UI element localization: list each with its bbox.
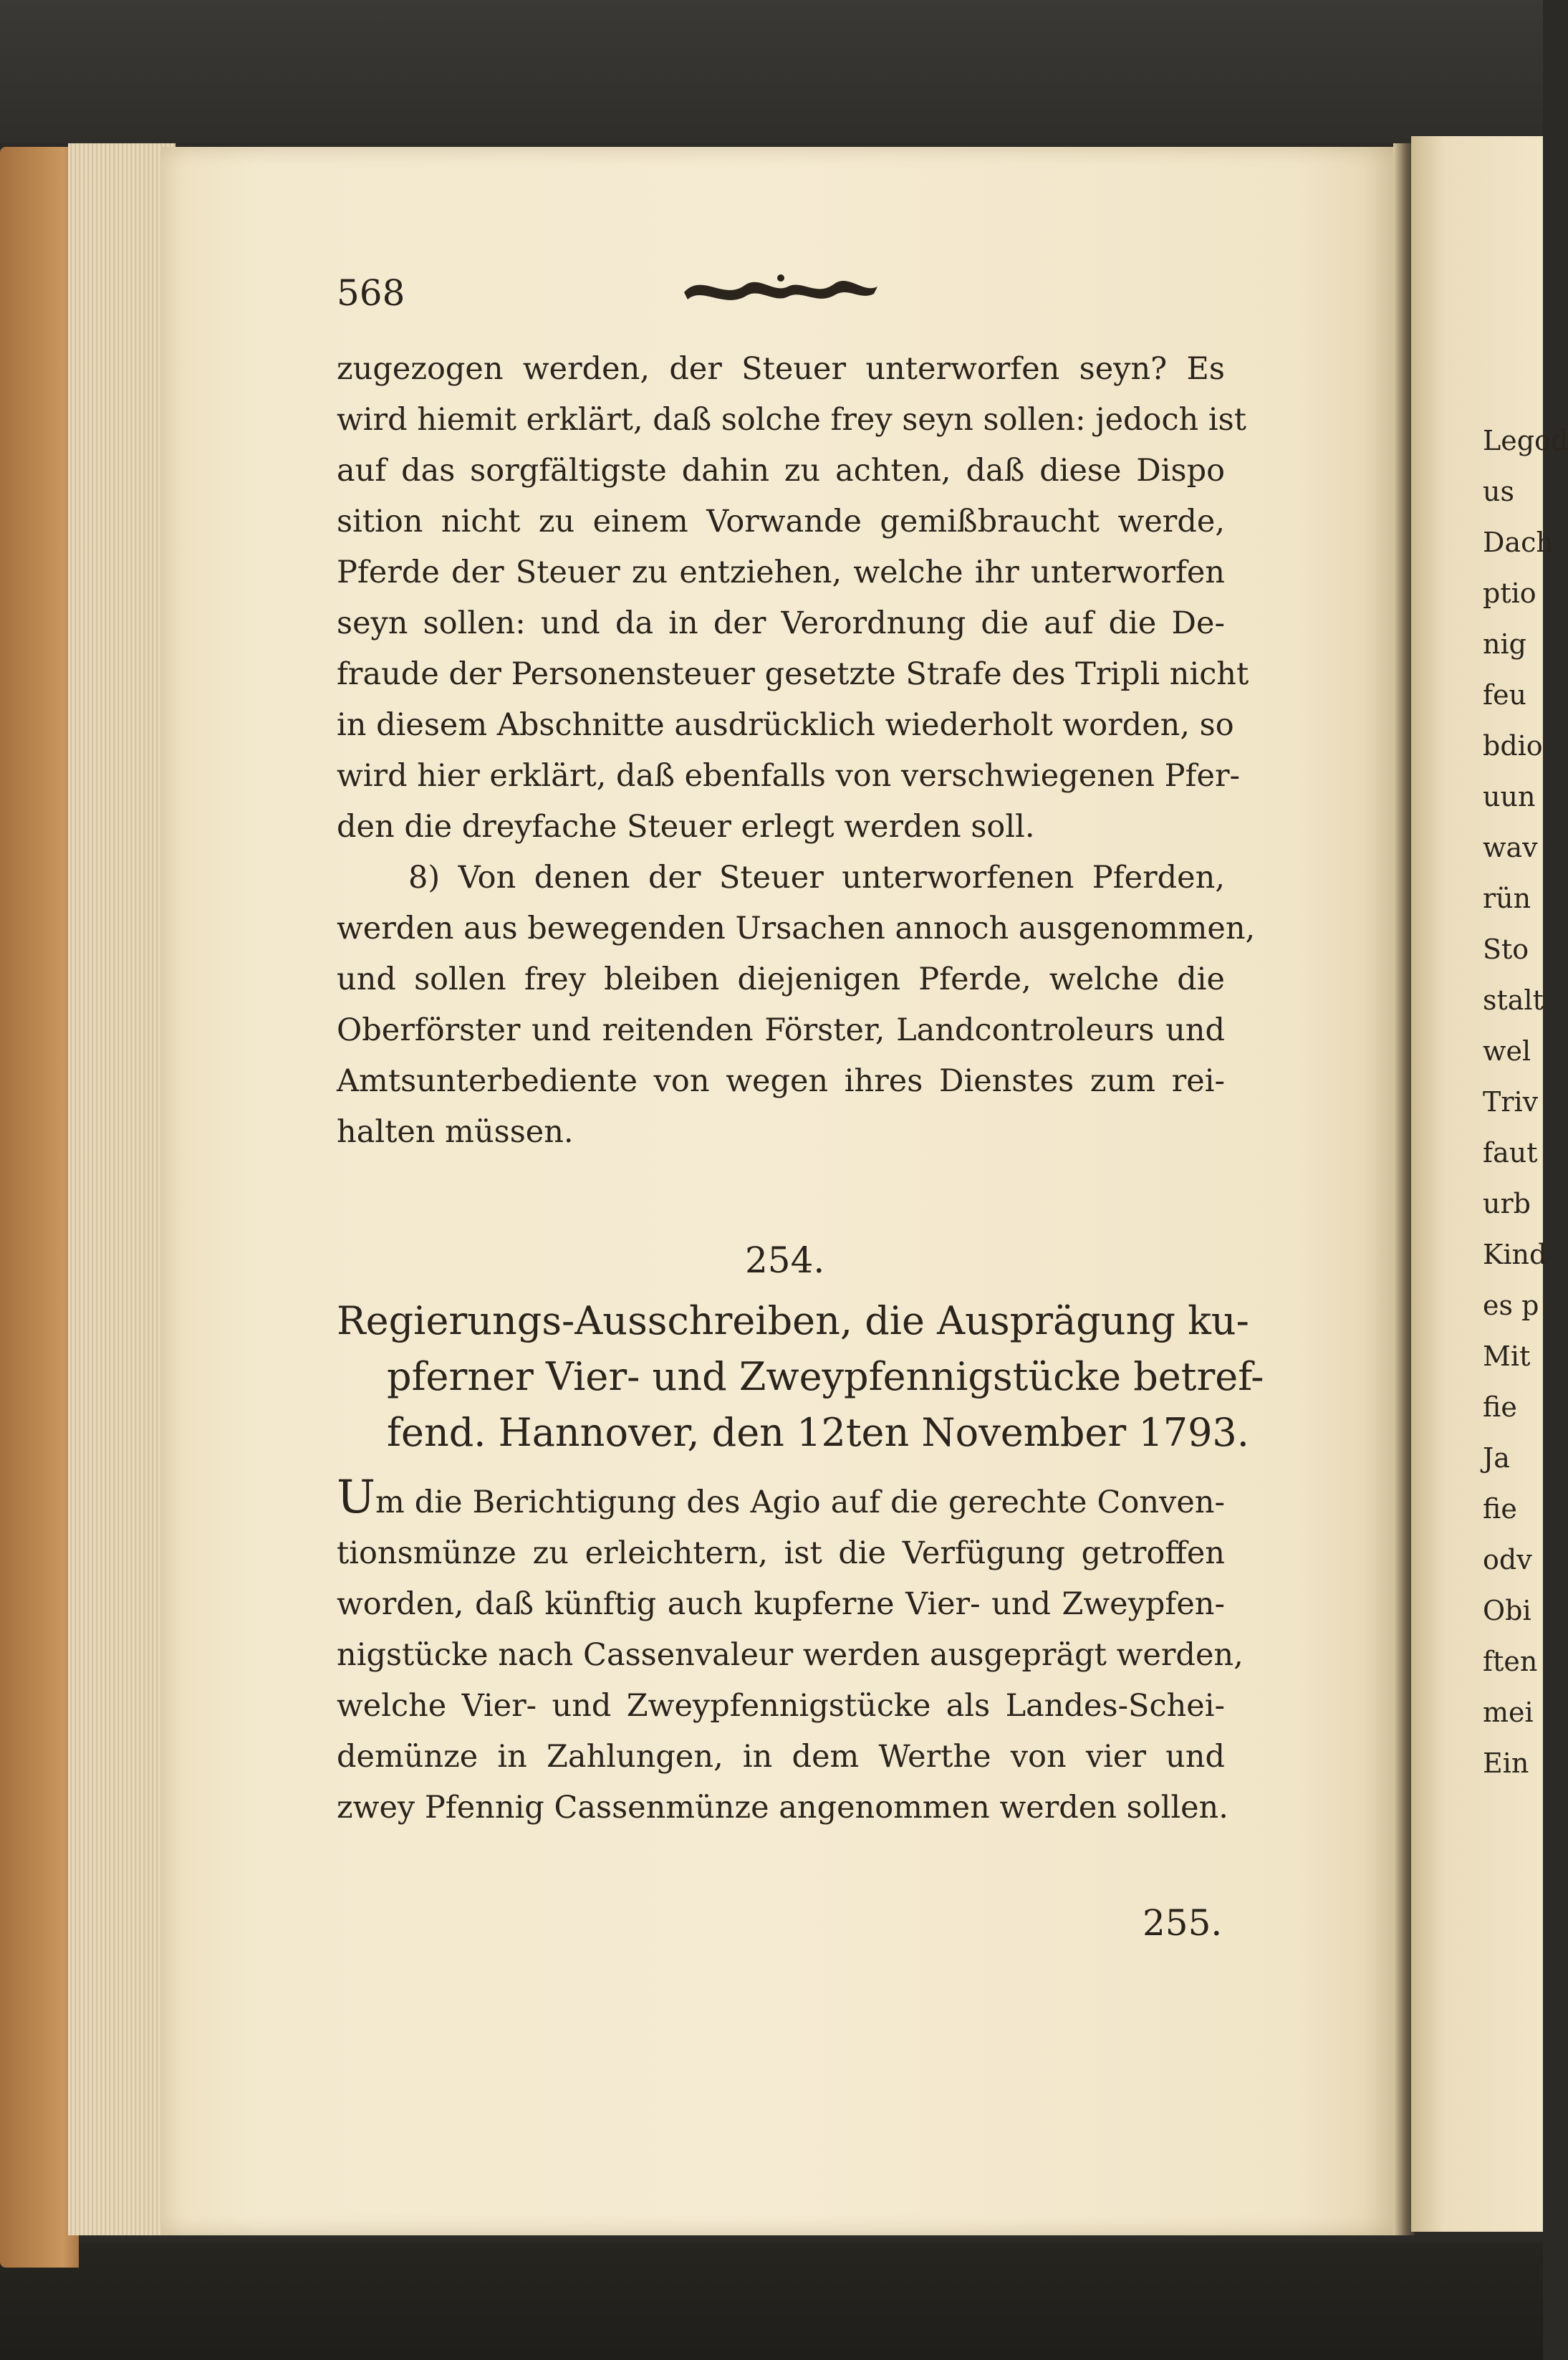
fragment: odv bbox=[1483, 1544, 1532, 1575]
text-line: Pferde der Steuer zu entziehen, welche ihr unterworfen bbox=[337, 555, 1225, 590]
text-line: Oberförster und reitenden Förster, Landcontroleurs und bbox=[337, 1012, 1225, 1048]
text-line: welche Vier- und Zweypfennigstücke als Landes-Schei- bbox=[337, 1688, 1225, 1724]
fragment: mei bbox=[1483, 1697, 1534, 1728]
text-line: halten müssen. bbox=[337, 1114, 574, 1150]
fragment: stalt bbox=[1483, 984, 1544, 1016]
section-number: 254. bbox=[745, 1239, 825, 1281]
catchword: 255. bbox=[1143, 1902, 1223, 1944]
text-line: den die dreyfache Steuer erlegt werden soll. bbox=[337, 809, 1035, 845]
fragment: Legod bbox=[1483, 425, 1568, 456]
fragment: Dach bbox=[1483, 527, 1554, 558]
fragment: Triv bbox=[1483, 1086, 1539, 1118]
section-title bbox=[337, 1293, 1264, 1461]
fragment: urb bbox=[1483, 1188, 1531, 1219]
title-line: fend. Hannover, den 12ten November 1793. bbox=[387, 1410, 1249, 1455]
fragment: nig bbox=[1483, 628, 1526, 660]
fragment: ptio bbox=[1483, 577, 1536, 609]
text-line: worden, daß künftig auch kupferne Vier- und Zweypfen- bbox=[337, 1586, 1225, 1622]
background-top bbox=[0, 0, 1543, 143]
title-line: Regierungs-Ausschreiben, die Ausprägung ku- bbox=[337, 1298, 1249, 1343]
text-line: wird hiemit erklärt, daß solche frey seyn sollen: jedoch ist bbox=[337, 402, 1246, 438]
fragment: fie bbox=[1483, 1391, 1517, 1423]
fragment: es p bbox=[1483, 1290, 1539, 1321]
announcement-text bbox=[337, 1471, 1244, 1833]
body-text bbox=[337, 344, 1256, 1158]
fragment: us bbox=[1483, 476, 1514, 507]
facing-page-fragments bbox=[1483, 416, 1568, 1789]
drop-initial: U bbox=[337, 1471, 375, 1524]
fragment: fie bbox=[1483, 1493, 1517, 1525]
fragment: Obi bbox=[1483, 1595, 1531, 1626]
text-line: in diesem Abschnitte ausdrücklich wiederholt worden, so bbox=[337, 707, 1234, 743]
book-cover-edge bbox=[0, 147, 79, 2268]
text-line: Amtsunterbediente von wegen ihres Dienstes zum rei- bbox=[337, 1063, 1225, 1099]
fragment: rün bbox=[1483, 883, 1531, 914]
text-line: und sollen frey bleiben diejenigen Pferde, welche die bbox=[337, 961, 1225, 997]
fragment: feu bbox=[1483, 679, 1527, 711]
fragment: Ja bbox=[1483, 1442, 1510, 1474]
text-line: auf das sorgfältigste dahin zu achten, daß diese Dispo bbox=[337, 453, 1225, 489]
text-line: seyn sollen: und da in der Verordnung die auf die De- bbox=[337, 605, 1225, 641]
text-line: tionsmünze zu erleichtern, ist die Verfügung getroffen bbox=[337, 1535, 1225, 1571]
fragment: Sto bbox=[1483, 934, 1529, 965]
fragment: Mit bbox=[1483, 1340, 1531, 1372]
text-line: demünze in Zahlungen, in dem Werthe von vier und bbox=[337, 1739, 1225, 1775]
fragment: wel bbox=[1483, 1035, 1531, 1067]
fragment: Kind bbox=[1483, 1239, 1547, 1270]
fragment: Ein bbox=[1483, 1747, 1529, 1779]
title-line: pferner Vier- und Zweypfennigstücke betref- bbox=[387, 1354, 1264, 1399]
text-line: m die Berichtigung des Agio auf die gerechte Conven- bbox=[375, 1484, 1225, 1520]
header-ornament-icon bbox=[680, 265, 881, 308]
page-number: 568 bbox=[337, 272, 405, 314]
fragment: bdio bbox=[1483, 730, 1543, 762]
text-line: nigstücke nach Cassenvaleur werden ausgeprägt werden, bbox=[337, 1637, 1244, 1673]
text-line: sition nicht zu einem Vorwande gemißbraucht werde, bbox=[337, 504, 1225, 539]
fragment: faut bbox=[1483, 1137, 1538, 1169]
text-line: 8) Von denen der Steuer unterworfenen Pferden, bbox=[408, 860, 1225, 896]
page-stack-edge bbox=[68, 143, 175, 2235]
fragment: ften bbox=[1483, 1646, 1538, 1677]
text-line: zugezogen werden, der Steuer unterworfen seyn? Es bbox=[337, 351, 1225, 387]
text-line: werden aus bewegenden Ursachen annoch ausgenommen, bbox=[337, 911, 1256, 946]
text-line: zwey Pfennig Cassenmünze angenommen werden sollen. bbox=[337, 1790, 1228, 1826]
text-line: wird hier erklärt, daß ebenfalls von verschwiegenen Pfer- bbox=[337, 758, 1241, 794]
fragment: uun bbox=[1483, 781, 1536, 812]
background-bottom bbox=[0, 2243, 1543, 2360]
text-line: fraude der Personensteuer gesetzte Strafe des Tripli nicht bbox=[337, 656, 1249, 692]
fragment: wav bbox=[1483, 832, 1538, 863]
